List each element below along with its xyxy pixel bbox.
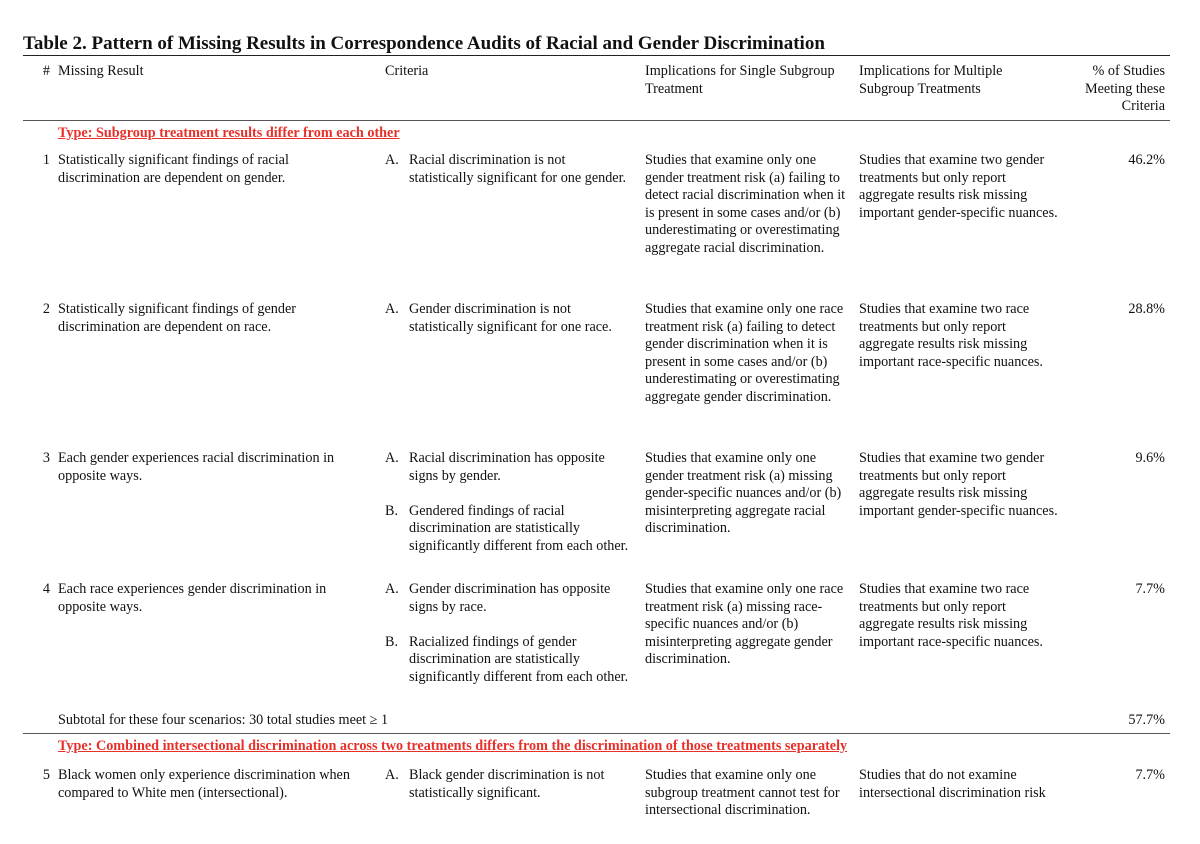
header-criteria: Criteria (385, 63, 429, 79)
row-number: 4 (42, 581, 50, 597)
multiple-subgroup-implication: Studies that examine two gender treatments but only report aggregate results risk missing important gender-specific nuances. (859, 450, 1058, 519)
criteria-text: Gender discrimination is not statistically significant for one race. (409, 301, 612, 335)
header-multiple-subgroup: Implications for Multiple Subgroup Treatments (859, 63, 1003, 97)
missing-result: Black women only experience discrimination when compared to White men (intersectional). (58, 767, 350, 801)
subtotal-label: Subtotal for these four scenarios: 30 total studies meet ≥ 1 (58, 712, 389, 728)
criteria-letter: A. (385, 581, 399, 597)
criteria-text: Racialized findings of gender discrimination are statistically significantly different from each other. (409, 633, 629, 685)
criteria-text: Gender discrimination has opposite signs by race. (409, 581, 611, 615)
criteria-item (385, 634, 630, 687)
criteria-letter: A. (385, 767, 399, 783)
header-percent-studies: % of Studies Meeting these Criteria (1085, 63, 1165, 115)
header-missing-result: Missing Result (58, 63, 144, 79)
criteria-letter: A. (385, 152, 399, 168)
missing-result: Each gender experiences racial discrimination in opposite ways. (58, 450, 335, 484)
single-subgroup-implication: Studies that examine only one race treatment risk (a) missing race-specific nuances and/or (b) misinterpreting aggregate gender discrimination. (645, 581, 844, 668)
criteria-text: Racial discrimination has opposite signs by gender. (409, 450, 605, 484)
missing-result: Each race experiences gender discrimination in opposite ways. (58, 581, 327, 615)
single-subgroup-implication: Studies that examine only one race treatment risk (a) failing to detect gender discrimination when it is present in some cases and/or (b) underestimating or overestimating aggregate gender discrimination. (645, 301, 844, 405)
criteria (385, 581, 630, 687)
subtotal-percent: 57.7% (1128, 712, 1165, 728)
row-number: 1 (42, 152, 50, 168)
missing-result: Statistically significant findings of gender discrimination are dependent on race. (58, 301, 296, 335)
percent-studies: 9.6% (1135, 450, 1165, 466)
section-type-heading: Type: Subgroup treatment results differ from each other (58, 125, 400, 141)
multiple-subgroup-implication: Studies that examine two race treatments but only report aggregate results risk missing important race-specific nuances. (859, 581, 1043, 650)
row-number: 3 (42, 450, 50, 466)
criteria (385, 301, 630, 336)
criteria-text: Black gender discrimination is not statistically significant. (409, 767, 605, 801)
criteria-item (385, 450, 630, 485)
top-rule (23, 55, 1170, 56)
criteria-letter: A. (385, 450, 399, 466)
multiple-subgroup-implication: Studies that do not examine intersectional discrimination risk (859, 767, 1046, 801)
criteria-item (385, 767, 630, 802)
criteria-item (385, 152, 630, 187)
percent-studies: 46.2% (1128, 152, 1165, 168)
single-subgroup-implication: Studies that examine only one gender treatment risk (a) missing gender-specific nuances and/or (b) misinterpreting aggregate racial discrimination. (645, 450, 842, 537)
section-type-heading: Type: Combined intersectional discrimination across two treatments differs from the discrimination of those treatments separately (58, 738, 848, 754)
header-rule (23, 120, 1170, 121)
percent-studies: 7.7% (1135, 581, 1165, 597)
percent-studies: 28.8% (1128, 301, 1165, 317)
header-single-subgroup: Implications for Single Subgroup Treatment (645, 63, 835, 97)
missing-result: Statistically significant findings of racial discrimination are dependent on gender. (58, 152, 289, 186)
header-num: # (42, 63, 50, 79)
criteria-text: Racial discrimination is not statistically significant for one gender. (409, 152, 627, 186)
multiple-subgroup-implication: Studies that examine two gender treatments but only report aggregate results risk missing important gender-specific nuances. (859, 152, 1058, 221)
table-title: Table 2. Pattern of Missing Results in Correspondence Audits of Racial and Gender Discrimination (23, 33, 825, 54)
criteria-text: Gendered findings of racial discrimination are statistically significantly different from each other. (409, 502, 629, 554)
criteria-letter: B. (385, 633, 399, 650)
criteria (385, 767, 630, 802)
criteria (385, 152, 630, 187)
criteria (385, 450, 630, 556)
single-subgroup-implication: Studies that examine only one gender treatment risk (a) failing to detect racial discrimination when it is present in some cases and/or (b) underestimating or overestimating aggregate racial discrimination. (645, 152, 846, 256)
percent-studies: 7.7% (1135, 767, 1165, 783)
criteria-letter: A. (385, 301, 399, 317)
criteria-item (385, 581, 630, 616)
criteria-item (385, 301, 630, 336)
criteria-letter: B. (385, 502, 399, 519)
single-subgroup-implication: Studies that examine only one subgroup treatment cannot test for intersectional discrimination. (645, 767, 840, 819)
multiple-subgroup-implication: Studies that examine two race treatments but only report aggregate results risk missing important race-specific nuances. (859, 301, 1043, 370)
row-number: 5 (42, 767, 50, 783)
section-rule (23, 733, 1170, 734)
row-number: 2 (42, 301, 50, 317)
criteria-item (385, 503, 630, 556)
